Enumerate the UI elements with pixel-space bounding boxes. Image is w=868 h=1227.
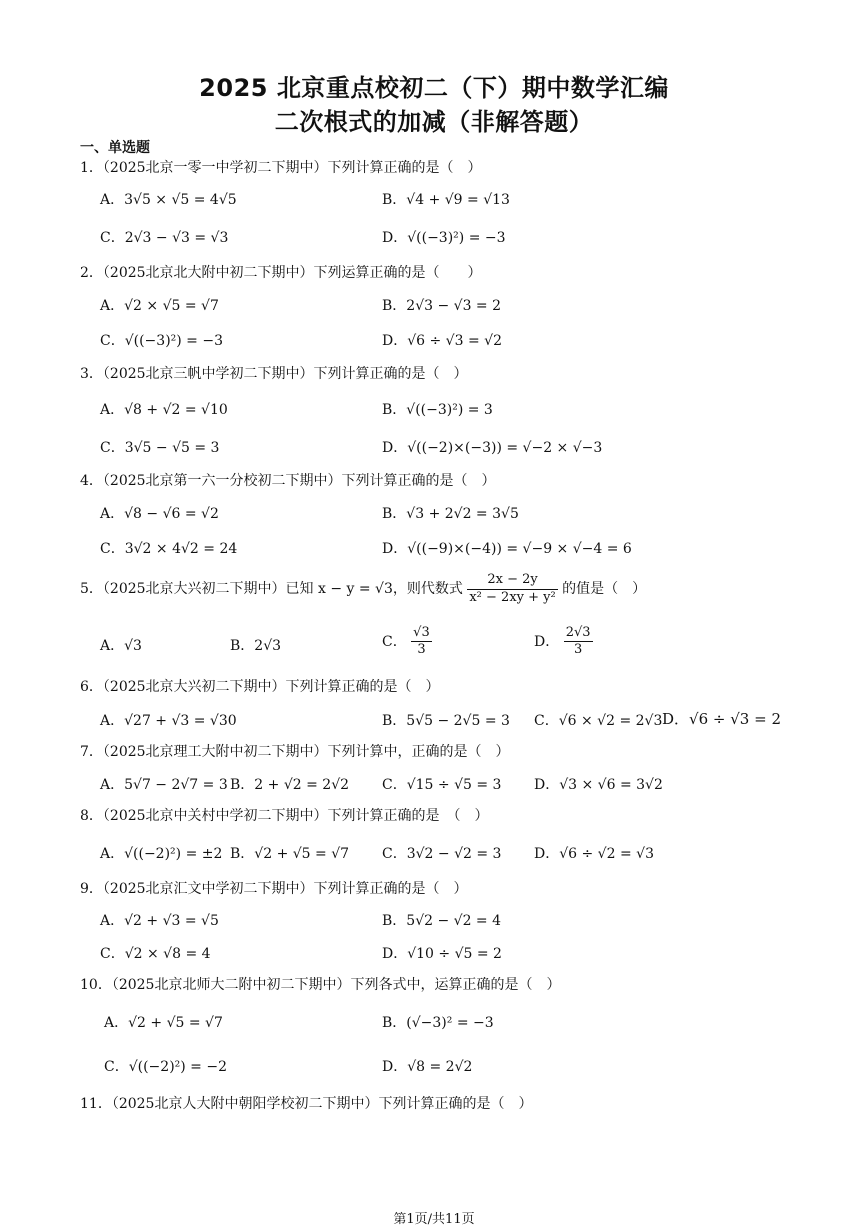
question-2-option-d: D．√6 ÷ √3 = √2 xyxy=(382,333,502,349)
question-5-option-d xyxy=(534,625,593,659)
question-10-option-b: B．(√−3)² = −3 xyxy=(382,1015,494,1031)
question-4-option-d: D．√((−9)×(−4)) = √−9 × √−4 = 6 xyxy=(382,541,632,557)
question-4-stem: 4．（2025北京第一六一分校初二下期中）下列计算正确的是（ ） xyxy=(80,473,496,489)
question-10-option-a: A．√2 + √5 = √7 xyxy=(104,1015,223,1031)
question-5-stem-text: 5．（2025北京大兴初二下期中）已知 x − y = √3，则代数式 xyxy=(80,581,463,597)
question-5-option-c-label: C． xyxy=(382,633,407,650)
question-6-option-d: D．√6 ÷ √3 = 2 xyxy=(662,710,781,728)
question-3-option-a: A．√8 + √2 = √10 xyxy=(100,402,228,418)
question-8-option-d: D．√6 ÷ √2 = √3 xyxy=(534,846,654,862)
question-3-option-c: C．3√5 − √5 = 3 xyxy=(100,440,220,456)
question-9-option-b: B．5√2 − √2 = 4 xyxy=(382,913,502,929)
question-4-option-c: C．3√2 × 4√2 = 24 xyxy=(100,541,238,557)
question-10-option-c: C．√((−2)²) = −2 xyxy=(104,1059,227,1075)
question-5-option-c xyxy=(382,625,432,659)
question-7-option-a: A．5√7 − 2√7 = 3 xyxy=(100,777,228,793)
question-3-option-d: D．√((−2)×(−3)) = √−2 × √−3 xyxy=(382,440,603,456)
question-5-option-c-denominator: 3 xyxy=(417,642,426,658)
question-5-fraction-numerator: 2x − 2y xyxy=(467,572,557,589)
question-5-fraction-denominator: x² − 2xy + y² xyxy=(469,589,556,605)
question-2-option-b: B．2√3 − √3 = 2 xyxy=(382,298,502,314)
question-3-stem: 3．（2025北京三帆中学初二下期中）下列计算正确的是（ ） xyxy=(80,366,468,382)
question-11-stem: 11．（2025北京人大附中朝阳学校初二下期中）下列计算正确的是（ ） xyxy=(80,1096,533,1112)
question-6-option-a: A．√27 + √3 = √30 xyxy=(100,713,237,729)
question-1-option-d: D．√((−3)²) = −3 xyxy=(382,230,506,246)
question-7-stem: 7．（2025北京理工大附中初二下期中）下列计算中，正确的是（ ） xyxy=(80,744,510,760)
question-5-option-d-denominator: 3 xyxy=(573,642,583,658)
question-4-option-b: B．√3 + 2√2 = 3√5 xyxy=(382,506,519,522)
question-6-option-b: B．5√5 − 2√5 = 3 xyxy=(382,713,510,729)
question-6-option-c: C．√6 × √2 = 2√3 xyxy=(534,713,663,729)
question-1-option-c: C．2√3 − √3 = √3 xyxy=(100,230,229,246)
question-8-stem: 8．（2025北京中关村中学初二下期中）下列计算正确的是 （ ） xyxy=(80,808,489,824)
question-7-option-b: B．2 + √2 = 2√2 xyxy=(230,777,350,793)
section-heading: 一、单选题 xyxy=(80,140,150,156)
question-5-option-d-numerator: 2√3 xyxy=(564,625,593,642)
question-7-option-d: D．√3 × √6 = 3√2 xyxy=(534,777,663,793)
question-5-option-d-label: D． xyxy=(534,633,560,650)
question-5-option-c-fraction xyxy=(411,625,432,659)
question-1-option-b: B．√4 + √9 = √13 xyxy=(382,192,510,208)
question-10-option-d: D．√8 = 2√2 xyxy=(382,1059,473,1075)
question-8-option-c: C．3√2 − √2 = 3 xyxy=(382,846,502,862)
question-6-stem: 6．（2025北京大兴初二下期中）下列计算正确的是（ ） xyxy=(80,679,440,695)
question-9-stem: 9．（2025北京汇文中学初二下期中）下列计算正确的是（ ） xyxy=(80,881,468,897)
question-5-option-c-numerator: √3 xyxy=(411,625,432,642)
document-title: 2025 北京重点校初二（下）期中数学汇编 xyxy=(199,74,669,102)
question-2-option-c: C．√((−3)²) = −3 xyxy=(100,333,223,349)
question-5-option-d-fraction xyxy=(564,625,593,659)
question-1-option-a: A．3√5 × √5 = 4√5 xyxy=(100,192,237,208)
question-7-option-c: C．√15 ÷ √5 = 3 xyxy=(382,777,502,793)
question-5-fraction xyxy=(467,572,557,606)
question-5-option-a: A．√3 xyxy=(100,638,142,654)
document-subtitle: 二次根式的加减（非解答题） xyxy=(274,108,594,136)
question-5-stem-tail: 的值是（ ） xyxy=(562,581,647,597)
question-4-option-a: A．√8 − √6 = √2 xyxy=(100,506,219,522)
question-2-option-a: A．√2 × √5 = √7 xyxy=(100,298,219,314)
question-1-stem: 1．（2025北京一零一中学初二下期中）下列计算正确的是（ ） xyxy=(80,160,482,176)
question-8-option-b: B．√2 + √5 = √7 xyxy=(230,846,350,862)
question-8-option-a: A．√((−2)²) = ±2 xyxy=(100,846,223,862)
question-3-option-b: B．√((−3)²) = 3 xyxy=(382,402,493,418)
question-9-option-d: D．√10 ÷ √5 = 2 xyxy=(382,946,502,962)
question-5-stem xyxy=(80,572,646,606)
question-5-option-b: B．2√3 xyxy=(230,638,282,654)
question-9-option-c: C．√2 × √8 = 4 xyxy=(100,946,211,962)
question-2-stem: 2．（2025北京北大附中初二下期中）下列运算正确的是（ ） xyxy=(80,265,482,281)
page-footer: 第1页/共11页 xyxy=(393,1212,475,1227)
question-9-option-a: A．√2 + √3 = √5 xyxy=(100,913,219,929)
question-10-stem: 10．（2025北京北师大二附中初二下期中）下列各式中，运算正确的是（ ） xyxy=(80,977,561,993)
